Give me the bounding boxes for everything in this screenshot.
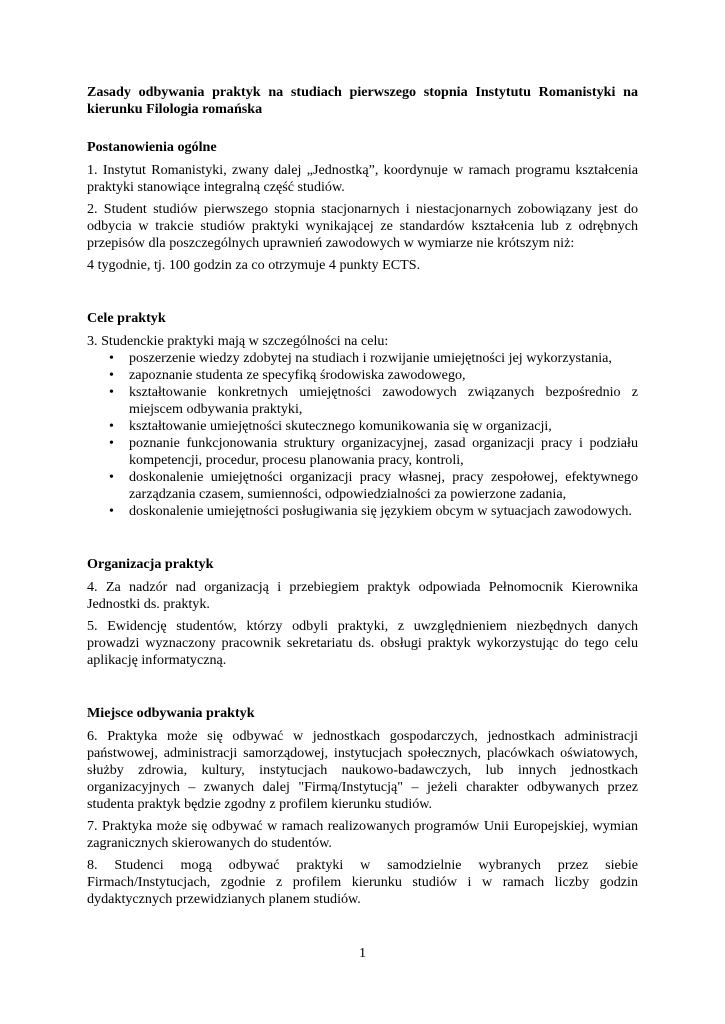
section-heading: Organizacja praktyk — [87, 556, 214, 572]
list-item — [87, 384, 638, 418]
section-heading: Postanowienia ogólne — [87, 139, 217, 155]
list-item — [87, 435, 638, 469]
paragraph: 1. Instytut Romanistyki, zwany dalej „Jednostką”, koordynuje w ramach programu kształcenia praktyki stanowiące integralną część studiów. — [87, 162, 638, 195]
page-number: 1 — [358, 945, 367, 961]
list-item-text: doskonalenie umiejętności posługiwania się językiem obcym w sytuacjach zawodowych. — [129, 503, 632, 519]
bullet-icon: • — [109, 384, 114, 400]
list-item — [87, 350, 638, 367]
bullet-icon: • — [109, 503, 114, 519]
list-item — [87, 418, 638, 435]
section-location — [87, 705, 638, 908]
document-title: Zasady odbywania praktyk na studiach pierwszego stopnia Instytutu Romanistyki na kierunku Filologia romańska — [87, 84, 638, 117]
paragraph: 4 tygodnie, tj. 100 godzin za co otrzymuje 4 punkty ECTS. — [87, 257, 421, 273]
section-goals — [87, 310, 638, 520]
list-item — [87, 469, 638, 503]
paragraph: 3. Studenckie praktyki mają w szczególności na celu: — [87, 333, 389, 349]
paragraph: 8. Studenci mogą odbywać praktyki w samodzielnie wybranych przez siebie Firmach/Instytucjach, zgodnie z profilem kierunku studiów i w ramach liczby godzin dydaktycznych przewidzianych planem studiów. — [87, 857, 638, 907]
document-page — [87, 84, 638, 908]
section-heading: Cele praktyk — [87, 310, 166, 326]
bullet-icon: • — [109, 435, 114, 451]
section-organization — [87, 556, 638, 669]
paragraph: 6. Praktyka może się odbywać w jednostkach gospodarczych, jednostkach administracji państwowej, administracji samorządowej, instytucjach społecznych, placówkach oświatowych, służby zdrowia, kultury, instytucjach naukowo-badawczych, lub innych jednostkach organizacyjnych – zwanych dalej "Firmą/Instytucją" – jeżeli charakter odbywanych przez studenta praktyk będzie zgodny z profilem kierunku studiów. — [87, 728, 638, 812]
paragraph: 2. Student studiów pierwszego stopnia stacjonarnych i niestacjonarnych zobowiązany jest do odbycia w trakcie studiów praktyki wynikającej ze standardów kształcenia lub z odrębnych przepisów dla poszczególnych uprawnień zawodowych w wymiarze nie krótszym niż: — [87, 201, 638, 251]
list-item-text: poszerzenie wiedzy zdobytej na studiach i rozwijanie umiejętności jej wykorzystania, — [129, 350, 612, 366]
list-item — [87, 503, 638, 520]
section-general-provisions — [87, 139, 638, 274]
list-item-text: kształtowanie konkretnych umiejętności zawodowych związanych bezpośrednio z miejscem odbywania praktyki, — [129, 384, 638, 417]
paragraph: 7. Praktyka może się odbywać w ramach realizowanych programów Unii Europejskiej, wymian zagranicznych skierowanych do studentów. — [87, 818, 638, 851]
bullet-icon: • — [109, 367, 114, 383]
section-heading: Miejsce odbywania praktyk — [87, 705, 255, 721]
list-item — [87, 367, 638, 384]
paragraph: 5. Ewidencję studentów, którzy odbyli praktyki, z uwzględnieniem niezbędnych danych prowadzi wyznaczony pracownik sekretariatu ds. obsługi praktyk wykorzystując do tego celu aplikację informatyczną. — [87, 618, 638, 668]
goals-list — [87, 350, 638, 520]
list-item-text: kształtowanie umiejętności skutecznego komunikowania się w organizacji, — [129, 418, 552, 434]
bullet-icon: • — [109, 350, 114, 366]
bullet-icon: • — [109, 418, 114, 434]
list-item-text: zapoznanie studenta ze specyfiką środowiska zawodowego, — [129, 367, 466, 383]
list-item-text: doskonalenie umiejętności organizacji pracy własnej, pracy zespołowej, efektywnego zarządzania czasem, sumienności, odpowiedzialności za powierzone zadania, — [129, 469, 638, 502]
bullet-icon: • — [109, 469, 114, 485]
list-item-text: poznanie funkcjonowania struktury organizacyjnej, zasad organizacji pracy i podziału kompetencji, procedur, procesu planowania pracy, kontroli, — [129, 435, 638, 468]
paragraph: 4. Za nadzór nad organizacją i przebiegiem praktyk odpowiada Pełnomocnik Kierownika Jednostki ds. praktyk. — [87, 579, 638, 612]
